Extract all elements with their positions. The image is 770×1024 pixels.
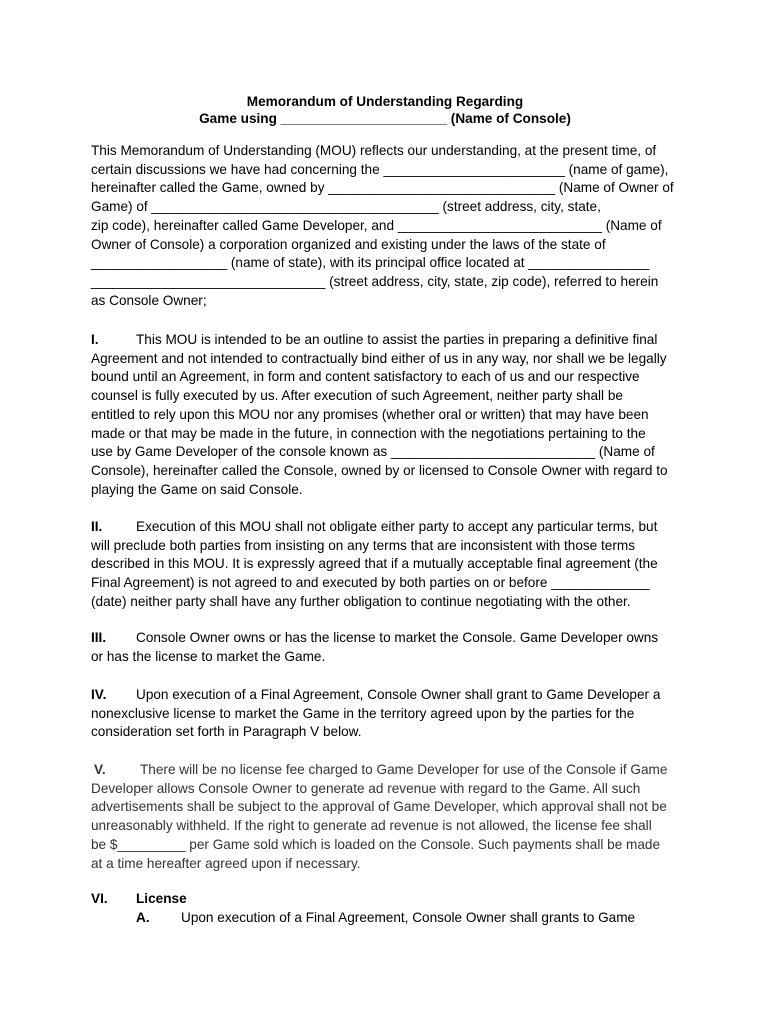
section-5-label: V. — [94, 762, 106, 777]
intro-line: _______________________________ (street address, city, state, zip code), referred to herein — [91, 273, 659, 289]
document-title-line2: Game using ______________________ (Name of Console) — [199, 111, 571, 126]
document-title-line1: Memorandum of Understanding Regarding — [246, 94, 524, 109]
intro-line: Game) of ______________________________________ (street address, city, state, — [91, 199, 601, 215]
section-1-line: entitled to rely upon this MOU nor any promises (whether oral or written) that may have been — [91, 406, 649, 422]
section-5-line: There will be no license fee charged to Game Developer for use of the Console if Game — [140, 762, 668, 777]
intro-line: as Console Owner; — [91, 292, 207, 308]
section-3-paragraph — [91, 629, 691, 666]
section-2-line: (date) neither party shall have any further obligation to continue negotiating with the other. — [91, 593, 631, 609]
section-3-line: or has the license to market the Game. — [91, 648, 326, 664]
section-1-line: This MOU is intended to be an outline to assist the parties in preparing a definitive final — [136, 332, 658, 347]
intro-line: certain discussions we have had concerning the ________________________ (name of game), — [91, 161, 669, 177]
section-6-heading: License — [136, 891, 187, 906]
intro-line: hereinafter called the Game, owned by ______________________________ (Name of Owner of — [91, 180, 674, 196]
section-2-label: II. — [91, 519, 103, 534]
section-1-line: Agreement and not intended to contractually bind either of us in any way, nor shall we be legally — [91, 350, 667, 366]
section-6-label: VI. — [91, 891, 108, 906]
intro-line: This Memorandum of Understanding (MOU) reflects our understanding, at the present time, of — [91, 143, 657, 158]
section-6-sub-label: A. — [136, 910, 150, 925]
section-1-line: bound until an Agreement, in form and content satisfactory to each of us and our respective — [91, 369, 640, 385]
section-4-label: IV. — [91, 687, 107, 702]
section-4-line: Upon execution of a Final Agreement, Console Owner shall grant to Game Developer a — [136, 687, 661, 702]
section-5-line: Developer allows Console Owner to generate ad revenue with regard to the Game. All such — [91, 780, 641, 796]
section-3-label: III. — [91, 630, 107, 645]
section-2-paragraph — [91, 518, 691, 612]
section-1-line: Console), hereinafter called the Console, owned by or licensed to Console Owner with regard to — [91, 462, 668, 478]
intro-paragraph — [91, 142, 691, 310]
section-2-line: Execution of this MOU shall not obligate either party to accept any particular terms, but — [136, 519, 658, 534]
section-2-line: described in this MOU. It is expressly agreed that if a mutually acceptable final agreement (the — [91, 556, 658, 572]
section-6 — [91, 889, 691, 927]
section-5-line: at a time hereafter agreed upon if necessary. — [91, 855, 361, 871]
section-6-sub-text: Upon execution of a Final Agreement, Console Owner shall grants to Game — [181, 910, 636, 925]
section-1-line: counsel is fully executed by us. After execution of such Agreement, neither party shall be — [91, 388, 623, 404]
section-4-paragraph — [91, 686, 691, 742]
intro-line: zip code), hereinafter called Game Developer, and ___________________________ (Name of — [91, 217, 662, 233]
section-5-line: be $_________ per Game sold which is loaded on the Console. Such payments shall be made — [91, 836, 661, 852]
section-1-line: made or that may be made in the future, in connection with the negotiations pertaining to the — [91, 425, 646, 441]
section-2-line: Final Agreement) is not agreed to and executed by both parties on or before _____________ — [91, 575, 650, 591]
section-2-line: will preclude both parties from insisting on any terms that are inconsistent with those terms — [91, 537, 635, 553]
section-3-line: Console Owner owns or has the license to market the Console. Game Developer owns — [136, 630, 659, 645]
intro-line: __________________ (name of state), with its principal office located at ________________ — [91, 255, 650, 271]
intro-line: Owner of Console) a corporation organized and existing under the laws of the state of — [91, 236, 606, 252]
section-1-line: playing the Game on said Console. — [91, 481, 303, 497]
section-1-label: I. — [91, 332, 99, 347]
section-1-line: use by Game Developer of the console known as ___________________________ (Name of — [91, 444, 655, 460]
section-1-paragraph — [91, 331, 691, 499]
section-4-line: nonexclusive license to market the Game in the territory agreed upon by the parties for the — [91, 705, 635, 721]
section-4-line: consideration set forth in Paragraph V below. — [91, 724, 362, 740]
section-5-paragraph — [91, 761, 691, 873]
section-5-line: unreasonably withheld. If the right to generate ad revenue is not allowed, the license fee shall — [91, 818, 652, 834]
section-5-line: advertisements shall be subject to the approval of Game Developer, which approval shall not be — [91, 799, 667, 815]
